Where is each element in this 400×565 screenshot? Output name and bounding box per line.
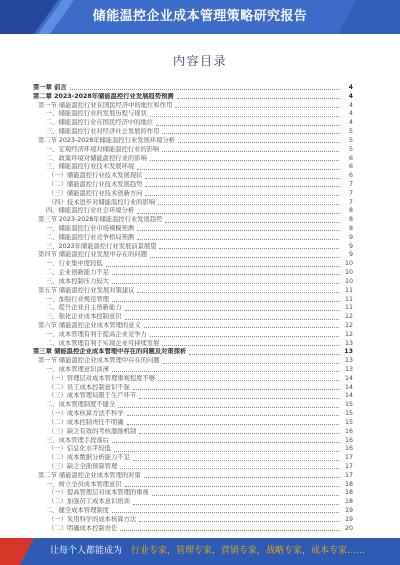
toc-entry-page-number: 10	[344, 277, 353, 285]
toc-entry-title: （三）缺乏全面预算管理	[48, 462, 118, 470]
toc-subitem-entry	[33, 181, 353, 190]
toc-dot-leader	[118, 407, 339, 408]
toc-dot-leader	[133, 389, 339, 390]
toc-dot-leader	[137, 169, 339, 170]
toc-entry-title: 第二章 2023-2028年储能温控行业发展趋势预测	[33, 92, 174, 100]
toc-subitem-entry	[33, 392, 353, 401]
toc-entry-page-number: 5	[348, 128, 353, 136]
toc-subitem-entry	[33, 375, 353, 384]
toc-dot-leader	[120, 530, 339, 531]
toc-entry-title: （四）技术进步对储能温控行业的影响	[48, 198, 156, 206]
toc-entry-page-number: 15	[344, 410, 353, 418]
toc-entry-title: （二）储能温控行业技术发展趋势	[48, 180, 143, 188]
toc-entry-title: 第五节 储能温控行业发展对策建议	[38, 286, 135, 294]
toc-dot-leader	[163, 363, 339, 364]
toc-entry-page-number: 9	[348, 242, 353, 250]
toc-subitem-entry	[33, 428, 353, 437]
toc-item-entry	[33, 296, 353, 305]
toc-dot-leader	[156, 125, 339, 126]
toc-entry-title: 第一节 储能温控企业成本管理中存在的问题	[38, 357, 160, 365]
footer-slogan-roles: 行业专家，管理专家，营销专家，战略专家，成本专家……	[131, 546, 366, 556]
toc-entry-page-number: 7	[348, 198, 353, 206]
toc-subitem-entry	[33, 445, 353, 454]
toc-section-entry	[33, 287, 353, 296]
toc-dot-leader	[152, 495, 339, 496]
footer-slogan-lead: 让每个人都能成为	[50, 546, 123, 556]
toc-dot-leader	[175, 107, 339, 108]
toc-entry-page-number: 4	[348, 84, 353, 91]
toc-item-entry	[33, 437, 353, 446]
toc-dot-leader	[127, 424, 339, 425]
toc-entry-page-number: 12	[344, 330, 353, 338]
toc-dot-leader	[137, 230, 339, 231]
toc-heading: 内容目录	[172, 54, 227, 68]
toc-entry-title: 三、成本控制压力较大	[46, 277, 109, 285]
toc-entry-title: 第二节 2023-2028年储能温控行业发展环境分析	[38, 136, 176, 144]
toc-dot-leader	[145, 178, 339, 179]
toc-entry-page-number: 12	[344, 313, 353, 321]
toc-entry-title: 第四节 储能温控行业发展中存在的问题	[38, 251, 148, 259]
toc-entry-page-number: 12	[344, 321, 353, 329]
toc-dot-leader	[150, 160, 339, 161]
toc-dot-leader	[133, 504, 339, 505]
toc-entry-title: 三、成本管理手段落后	[46, 436, 109, 444]
toc-entry-page-number: 11	[344, 295, 353, 303]
toc-entry-page-number: 13	[344, 339, 353, 347]
toc-entry-title: （一）储能温控行业技术发展现状	[48, 172, 143, 180]
toc-dot-leader	[144, 477, 339, 478]
toc-entry-title: 三、强化企业成本控制意识	[46, 313, 122, 321]
toc-dot-leader	[158, 380, 339, 381]
toc-entry-title: （一）管理层对成本管理重视程度不够	[48, 374, 156, 382]
report-header-banner	[0, 0, 400, 34]
toc-entry-title: 二、储能温控行业在国民经济中的地位	[46, 119, 154, 127]
toc-entry-page-number: 4	[348, 92, 353, 100]
toc-entry-page-number: 7	[348, 189, 353, 197]
toc-entry-title: 第三节 2023-2028年储能温控行业发展趋势	[38, 216, 163, 224]
toc-section-entry	[33, 216, 353, 225]
toc-item-entry	[33, 146, 353, 155]
toc-item-entry	[33, 278, 353, 287]
toc-entry-page-number: 10	[344, 260, 353, 268]
toc-dot-leader	[139, 433, 339, 434]
toc-dot-leader	[159, 248, 339, 249]
toc-dot-leader	[137, 213, 339, 214]
table-of-contents	[33, 84, 353, 533]
toc-item-entry	[33, 128, 353, 137]
toc-dot-leader	[125, 310, 339, 311]
toc-item-entry	[33, 331, 353, 340]
toc-entry-title: 一、宏观经济环境对储能温控行业的影响	[46, 145, 160, 153]
toc-entry-title: （一）成本核算方法不科学	[48, 410, 124, 418]
toc-subitem-entry	[33, 199, 353, 208]
toc-dot-leader	[150, 336, 339, 337]
toc-entry-page-number: 19	[344, 507, 353, 514]
toc-entry-page-number: 6	[348, 163, 353, 171]
toc-entry-page-number: 4	[348, 101, 353, 109]
toc-entry-title: 一、储能温控行业的发展历程与现状	[46, 110, 147, 118]
toc-entry-title: （二）成本控制责任不明确	[48, 418, 124, 426]
toc-dot-leader	[114, 451, 339, 452]
toc-subitem-entry	[33, 410, 353, 419]
toc-dot-leader	[177, 98, 339, 99]
toc-entry-page-number: 17	[344, 471, 353, 479]
toc-item-entry	[33, 243, 353, 252]
toc-section-entry	[33, 322, 353, 331]
toc-chapter-entry	[33, 84, 353, 93]
toc-item-entry	[33, 304, 353, 313]
toc-entry-page-number: 10	[344, 269, 353, 277]
toc-item-entry	[33, 110, 353, 119]
toc-dot-leader	[150, 257, 339, 258]
toc-item-entry	[33, 401, 353, 410]
toc-entry-title: 二、政策环境对储能温控行业的影响	[46, 154, 147, 162]
toc-entry-page-number: 6	[348, 172, 353, 180]
toc-entry-page-number: 9	[348, 251, 353, 259]
toc-dot-leader	[178, 142, 339, 143]
toc-entry-title: （二）加强员工成本意识培训	[48, 498, 130, 506]
toc-entry-title: （三）缺乏有效的考核激励机制	[48, 427, 137, 435]
toc-dot-leader	[70, 89, 339, 90]
toc-dot-leader	[145, 195, 339, 196]
toc-item-entry	[33, 260, 353, 269]
toc-dot-leader	[137, 292, 339, 293]
toc-entry-title: 四、储能温控行业社会环境分析	[46, 207, 135, 215]
toc-entry-page-number: 13	[344, 366, 353, 373]
toc-entry-title: 一、成本管理意识淡薄	[46, 366, 109, 373]
toc-subitem-entry	[33, 463, 353, 472]
toc-entry-page-number: 18	[344, 489, 353, 497]
toc-subitem-entry	[33, 516, 353, 525]
toc-subitem-entry	[33, 384, 353, 393]
toc-subitem-entry	[33, 172, 353, 181]
toc-entry-title: 第三章 储能温控企业成本管理中存在的问题及对策探析	[33, 348, 187, 356]
toc-chapter-entry	[33, 348, 353, 357]
toc-item-entry	[33, 366, 353, 375]
toc-entry-title: 二、储能温控行业竞争格局预测	[46, 233, 135, 241]
toc-entry-page-number: 14	[344, 392, 353, 400]
toc-dot-leader	[112, 442, 339, 443]
toc-entry-page-number: 6	[348, 154, 353, 162]
toc-subitem-entry	[33, 454, 353, 463]
toc-dot-leader	[150, 116, 339, 117]
toc-dot-leader	[162, 151, 339, 152]
toc-entry-page-number: 20	[344, 524, 353, 532]
toc-subitem-entry	[33, 190, 353, 199]
toc-dot-leader	[139, 521, 339, 522]
toc-entry-title: 二、健全成本管理制度	[46, 507, 109, 514]
toc-dot-leader	[112, 274, 339, 275]
toc-item-entry	[33, 234, 353, 243]
toc-dot-leader	[158, 204, 339, 205]
toc-item-entry	[33, 155, 353, 164]
toc-entry-title: 二、成本管理有利于实现企业可持续发展	[46, 339, 160, 347]
toc-item-entry	[33, 269, 353, 278]
toc-entry-page-number: 7	[348, 180, 353, 188]
footer-banner	[0, 538, 400, 565]
toc-entry-page-number: 11	[344, 286, 353, 294]
toc-entry-title: 二、成本管理制度不健全	[46, 401, 116, 409]
toc-dot-leader	[112, 301, 339, 302]
toc-item-entry	[33, 225, 353, 234]
toc-entry-page-number: 17	[344, 462, 353, 470]
toc-dot-leader	[137, 239, 339, 240]
toc-entry-page-number: 5	[348, 136, 353, 144]
toc-dot-leader	[162, 133, 339, 134]
toc-entry-page-number: 11	[344, 304, 353, 312]
toc-entry-title: （一）信息化水平较低	[48, 445, 111, 453]
toc-entry-page-number: 15	[344, 418, 353, 426]
toc-entry-page-number: 4	[348, 119, 353, 127]
toc-entry-title: 三、2023年储能温控行业发展前景展望	[46, 242, 157, 250]
toc-dot-leader	[133, 460, 339, 461]
toc-entry-title: 第一章 前言	[33, 84, 67, 91]
toc-section-entry	[33, 472, 353, 481]
toc-item-entry	[33, 207, 353, 216]
toc-entry-title: 第一节 储能温控行业在国民经济中的地位和作用	[38, 101, 173, 109]
toc-entry-title: 一、行业集中度较低	[46, 260, 103, 268]
toc-section-entry	[33, 137, 353, 146]
toc-entry-title: （二）明确成本控制责任	[48, 524, 118, 532]
toc-subitem-entry	[33, 489, 353, 498]
toc-dot-leader	[112, 371, 339, 372]
report-title: 储能温控企业成本管理策略研究报告	[92, 9, 308, 24]
toc-entry-title: 第二节 储能温控企业成本管理的对策	[38, 471, 141, 479]
toc-subitem-entry	[33, 419, 353, 428]
toc-entry-page-number: 8	[348, 216, 353, 224]
toc-subitem-entry	[33, 525, 353, 534]
toc-dot-leader	[189, 354, 339, 355]
toc-entry-page-number: 9	[348, 233, 353, 241]
toc-entry-page-number: 16	[344, 427, 353, 435]
toc-dot-leader	[145, 186, 339, 187]
toc-entry-page-number: 15	[344, 401, 353, 409]
toc-entry-page-number: 16	[344, 445, 353, 453]
toc-entry-page-number: 8	[348, 225, 353, 232]
toc-entry-title: （三）成本管理局限于生产环节	[48, 392, 137, 400]
toc-dot-leader	[112, 512, 339, 513]
toc-entry-title: 三、储能温控行业技术发展环境	[46, 163, 135, 171]
toc-entry-page-number: 16	[344, 436, 353, 444]
toc-entry-title: （一）提高管理层对成本管理的重视	[48, 489, 149, 497]
toc-item-entry	[33, 313, 353, 322]
toc-entry-page-number: 5	[348, 145, 353, 153]
toc-entry-title: 一、储能温控行业市场规模预测	[46, 225, 135, 232]
toc-entry-title: （三）储能温控行业技术创新方向	[48, 189, 143, 197]
toc-entry-title: 第六节 储能温控企业成本管理的意义	[38, 321, 141, 329]
toc-dot-leader	[144, 327, 339, 328]
toc-entry-title: 一、树立全员成本管理意识	[46, 480, 122, 488]
toc-dot-leader	[120, 468, 339, 469]
toc-entry-page-number: 13	[344, 348, 353, 356]
toc-entry-title: （二）成本数据分析能力不足	[48, 454, 130, 462]
toc-entry-page-number: 8	[348, 207, 353, 215]
toc-entry-title: 二、企业创新能力不足	[46, 269, 109, 277]
toc-dot-leader	[125, 486, 339, 487]
toc-entry-title: （二）员工成本控制意识不强	[48, 383, 130, 391]
toc-item-entry	[33, 481, 353, 490]
toc-item-entry	[33, 163, 353, 172]
toc-entry-title: 一、加强行业规范管理	[46, 295, 109, 303]
toc-dot-leader	[106, 266, 339, 267]
toc-entry-title: 二、提升企业自主创新能力	[46, 304, 122, 312]
toc-entry-title: （一）采用科学的成本核算方法	[48, 515, 137, 523]
footer-red-accent-shape	[0, 538, 34, 565]
toc-item-entry	[33, 507, 353, 516]
toc-entry-page-number: 19	[344, 515, 353, 523]
toc-subitem-entry	[33, 498, 353, 507]
toc-dot-leader	[127, 415, 339, 416]
toc-section-entry	[33, 251, 353, 260]
toc-dot-leader	[162, 345, 339, 346]
toc-section-entry	[33, 102, 353, 111]
toc-entry-page-number: 4	[348, 110, 353, 118]
toc-entry-title: 三、储能温控行业对经济社会发展的作用	[46, 128, 160, 136]
toc-item-entry	[33, 119, 353, 128]
toc-entry-page-number: 14	[344, 383, 353, 391]
toc-dot-leader	[165, 222, 339, 223]
toc-dot-leader	[139, 398, 339, 399]
toc-dot-leader	[125, 319, 339, 320]
toc-entry-page-number: 18	[344, 498, 353, 506]
toc-dot-leader	[112, 283, 339, 284]
toc-item-entry	[33, 340, 353, 349]
toc-chapter-entry	[33, 93, 353, 102]
toc-section-entry	[33, 357, 353, 366]
toc-entry-page-number: 14	[344, 374, 353, 382]
toc-entry-page-number: 17	[344, 454, 353, 462]
toc-entry-page-number: 13	[344, 357, 353, 365]
toc-entry-title: 一、成本管理有利于提高企业竞争力	[46, 330, 147, 338]
toc-entry-page-number: 18	[344, 480, 353, 488]
